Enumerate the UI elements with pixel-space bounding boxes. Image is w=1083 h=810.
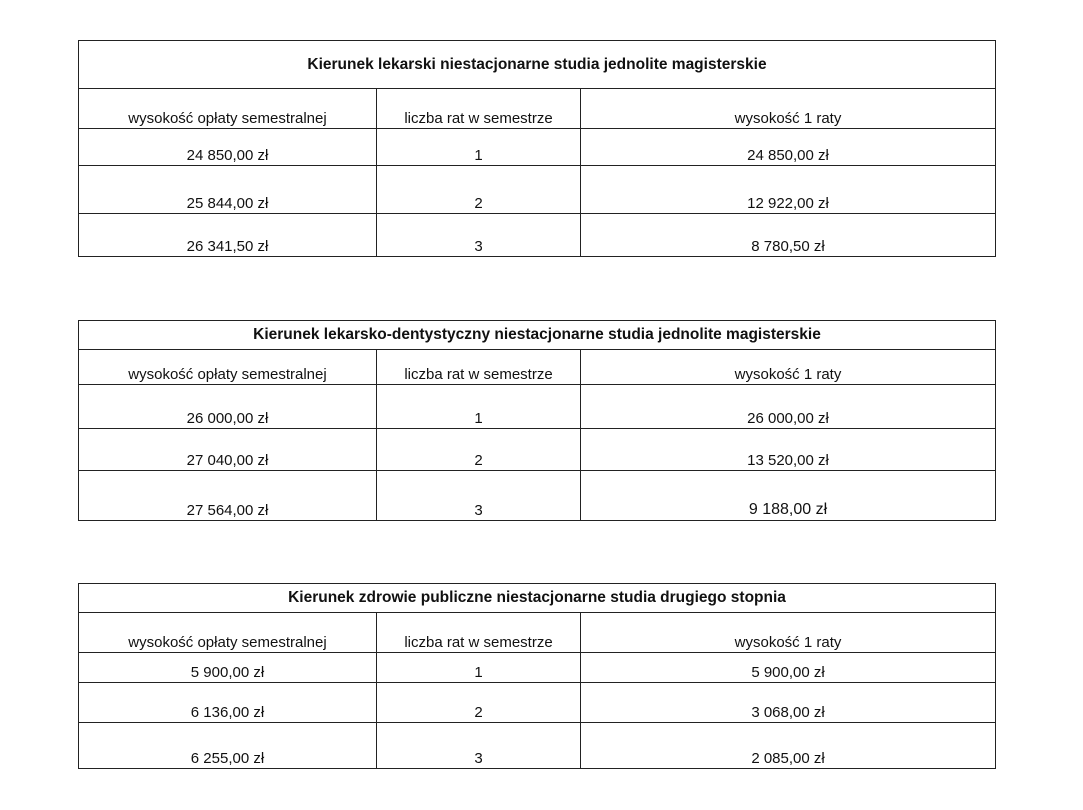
cell-installment-count: 1: [377, 129, 581, 166]
cell-semester-fee: 26 341,50 zł: [79, 214, 377, 257]
cell-semester-fee: 26 000,00 zł: [79, 385, 377, 429]
cell-installment-amount: 13 520,00 zł: [581, 429, 996, 471]
table-title: Kierunek lekarski niestacjonarne studia jednolite magisterskie: [79, 41, 996, 89]
header-installment-amount: wysokość 1 raty: [581, 350, 996, 385]
cell-installment-count: 1: [377, 385, 581, 429]
header-semester-fee: wysokość opłaty semestralnej: [79, 350, 377, 385]
cell-installment-amount: 3 068,00 zł: [581, 683, 996, 723]
cell-semester-fee: 25 844,00 zł: [79, 166, 377, 214]
header-installment-amount: wysokość 1 raty: [581, 613, 996, 653]
table-row: [79, 471, 996, 521]
header-installment-amount: wysokość 1 raty: [581, 89, 996, 129]
cell-installment-count: 3: [377, 214, 581, 257]
cell-installment-amount: 12 922,00 zł: [581, 166, 996, 214]
header-installment-count: liczba rat w semestrze: [377, 613, 581, 653]
cell-installment-count: 3: [377, 723, 581, 769]
fee-table-zdrowie-publiczne: [78, 583, 996, 769]
cell-installment-amount: 9 188,00 zł: [581, 471, 996, 521]
cell-semester-fee: 6 255,00 zł: [79, 723, 377, 769]
table-title-row: [79, 41, 996, 89]
cell-semester-fee: 27 564,00 zł: [79, 471, 377, 521]
cell-semester-fee: 5 900,00 zł: [79, 653, 377, 683]
cell-installment-count: 3: [377, 471, 581, 521]
table-row: [79, 129, 996, 166]
table-row: [79, 166, 996, 214]
cell-installment-amount: 8 780,50 zł: [581, 214, 996, 257]
table-title: Kierunek zdrowie publiczne niestacjonarne studia drugiego stopnia: [79, 584, 996, 613]
table-header-row: [79, 89, 996, 129]
fee-table-lekarsko-dentystyczny: [78, 320, 996, 521]
cell-installment-count: 2: [377, 429, 581, 471]
table-title-row: [79, 321, 996, 350]
header-installment-count: liczba rat w semestrze: [377, 350, 581, 385]
header-semester-fee: wysokość opłaty semestralnej: [79, 89, 377, 129]
table-header-row: [79, 613, 996, 653]
cell-semester-fee: 27 040,00 zł: [79, 429, 377, 471]
cell-installment-amount: 2 085,00 zł: [581, 723, 996, 769]
cell-semester-fee: 24 850,00 zł: [79, 129, 377, 166]
table-row: [79, 214, 996, 257]
table-row: [79, 723, 996, 769]
table-title: Kierunek lekarsko-dentystyczny niestacjonarne studia jednolite magisterskie: [79, 321, 996, 350]
cell-installment-count: 2: [377, 683, 581, 723]
header-semester-fee: wysokość opłaty semestralnej: [79, 613, 377, 653]
table-header-row: [79, 350, 996, 385]
cell-installment-amount: 26 000,00 zł: [581, 385, 996, 429]
cell-installment-amount: 5 900,00 zł: [581, 653, 996, 683]
cell-installment-amount: 24 850,00 zł: [581, 129, 996, 166]
cell-installment-count: 1: [377, 653, 581, 683]
table-row: [79, 683, 996, 723]
table-title-row: [79, 584, 996, 613]
header-installment-count: liczba rat w semestrze: [377, 89, 581, 129]
table-row: [79, 429, 996, 471]
table-row: [79, 385, 996, 429]
fee-table-lekarski: [78, 40, 996, 257]
cell-installment-count: 2: [377, 166, 581, 214]
cell-semester-fee: 6 136,00 zł: [79, 683, 377, 723]
table-row: [79, 653, 996, 683]
